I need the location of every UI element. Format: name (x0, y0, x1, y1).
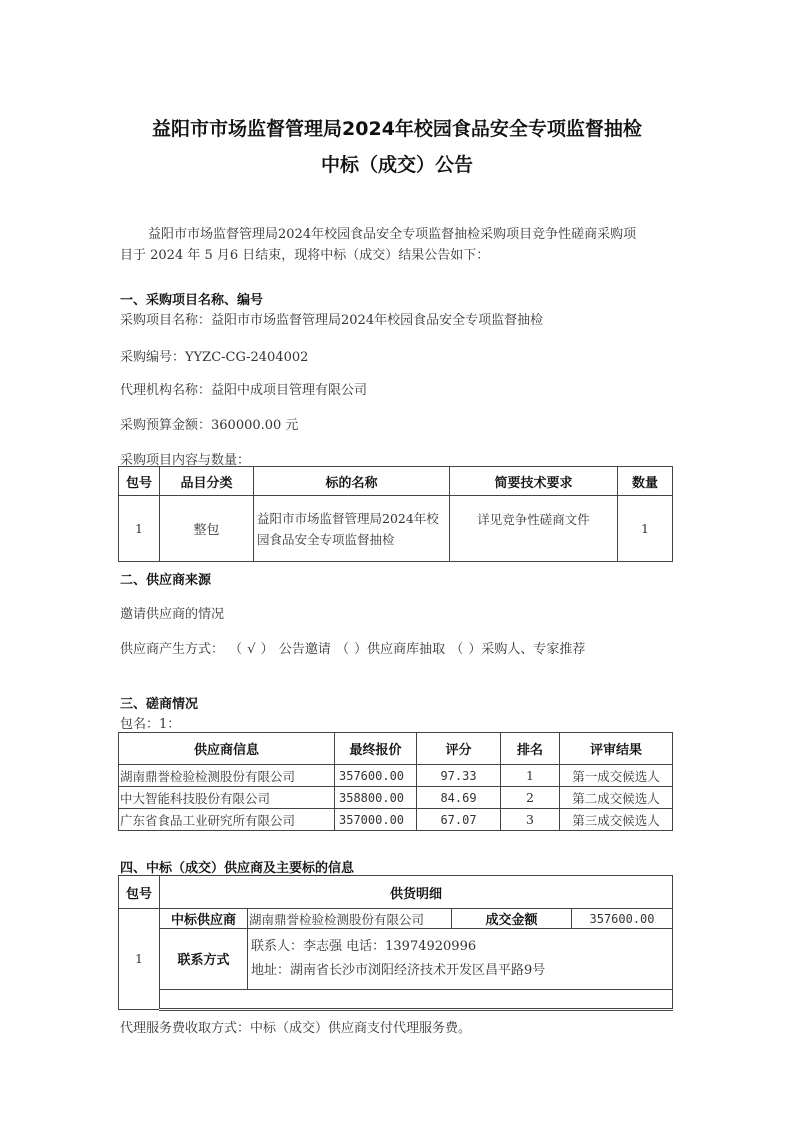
table-row (119, 765, 673, 787)
review-result: 第二成交候选人 (560, 787, 673, 809)
score: 67.07 (417, 809, 501, 831)
document-title-line1: 益阳市市场监督管理局2024年校园食品安全专项监督抽检 (152, 118, 642, 140)
table-row (119, 496, 673, 562)
winner-name: 湖南鼎誉检验检测股份有限公司 (248, 909, 452, 929)
section2-heading: 二、供应商来源 (120, 573, 212, 588)
table-row (119, 809, 673, 831)
service-fee-note: 代理服务费收取方式：中标（成交）供应商支付代理服务费。 (120, 1021, 472, 1036)
review-result: 第一成交候选人 (560, 765, 673, 787)
supplier-name: 中大智能科技股份有限公司 (119, 787, 335, 809)
table-row (119, 787, 673, 809)
section1-heading: 一、采购项目名称、编号 (120, 293, 264, 308)
score: 84.69 (417, 787, 501, 809)
header-final-price: 最终报价 (335, 733, 417, 765)
rank: 2 (501, 787, 560, 809)
quantity-value: 1 (618, 496, 673, 562)
header-rank: 排名 (501, 733, 560, 765)
section3-heading: 三、磋商情况 (120, 697, 199, 712)
supplier-method: 供应商产生方式： （ √ ） 公告邀请 （ ）供应商库抽取 （ ）采购人、专家推荐 (120, 642, 586, 657)
tech-requirements-value: 详见竞争性磋商文件 (450, 496, 618, 562)
header-quantity: 数量 (618, 467, 673, 496)
project-code: 采购编号：YYZC-CG-2404002 (120, 350, 309, 365)
review-result: 第三成交候选人 (560, 809, 673, 831)
header-result: 评审结果 (560, 733, 673, 765)
negotiation-results-table (118, 732, 673, 831)
package-number: 1 (119, 909, 160, 1010)
header-category: 品目分类 (160, 467, 254, 496)
item-name-value: 益阳市市场监督管理局2024年校园食品安全专项监督抽检 (254, 496, 450, 562)
rank: 1 (501, 765, 560, 787)
package-number: 1 (119, 496, 160, 562)
header-supply-details: 供货明细 (160, 876, 673, 909)
header-package: 包号 (119, 467, 160, 496)
contact-label: 联系方式 (160, 929, 248, 990)
document-title-line2: 中标（成交）公告 (320, 154, 473, 176)
category-value: 整包 (160, 496, 254, 562)
intro-line1: 益阳市市场监督管理局2024年校园食品安全专项监督抽检采购项目竞争性磋商采购项 (148, 227, 637, 242)
final-price: 357600.00 (335, 765, 417, 787)
deal-amount: 357600.00 (572, 909, 673, 929)
header-item-name: 标的名称 (254, 467, 450, 496)
contact-person-phone: 联系人：李志强 电话：13974920996 (251, 939, 477, 954)
supplier-name: 广东省食品工业研究所有限公司 (119, 809, 335, 831)
agency-name: 代理机构名称：益阳中成项目管理有限公司 (120, 383, 368, 398)
contact-address: 地址：湖南省长沙市浏阳经济技术开发区昌平路9号 (251, 963, 546, 978)
invite-label: 邀请供应商的情况 (120, 607, 225, 622)
score: 97.33 (417, 765, 501, 787)
header-tech-requirements: 简要技术要求 (450, 467, 618, 496)
supplier-name: 湖南鼎誉检验检测股份有限公司 (119, 765, 335, 787)
final-price: 358800.00 (335, 787, 417, 809)
header-score: 评分 (417, 733, 501, 765)
intro-line2: 目于 2024 年 5 月6 日结束，现将中标（成交）结果公告如下： (120, 248, 490, 263)
contact-info (248, 929, 673, 989)
section4-heading: 四、中标（成交）供应商及主要标的信息 (120, 861, 355, 876)
winner-label: 中标供应商 (160, 909, 248, 929)
amount-label: 成交金额 (452, 909, 572, 929)
winning-supplier-table (118, 875, 673, 1011)
header-package: 包号 (119, 876, 160, 909)
header-supplier: 供应商信息 (119, 733, 335, 765)
budget-amount: 采购预算金额：360000.00 元 (120, 418, 299, 433)
project-contents-table (118, 466, 673, 562)
package-label: 包名：1： (120, 717, 181, 732)
project-name: 采购项目名称：益阳市市场监督管理局2024年校园食品安全专项监督抽检 (120, 313, 544, 328)
contents-label: 采购项目内容与数量： (120, 453, 251, 468)
bottom-separator (160, 989, 673, 1009)
final-price: 357000.00 (335, 809, 417, 831)
rank: 3 (501, 809, 560, 831)
